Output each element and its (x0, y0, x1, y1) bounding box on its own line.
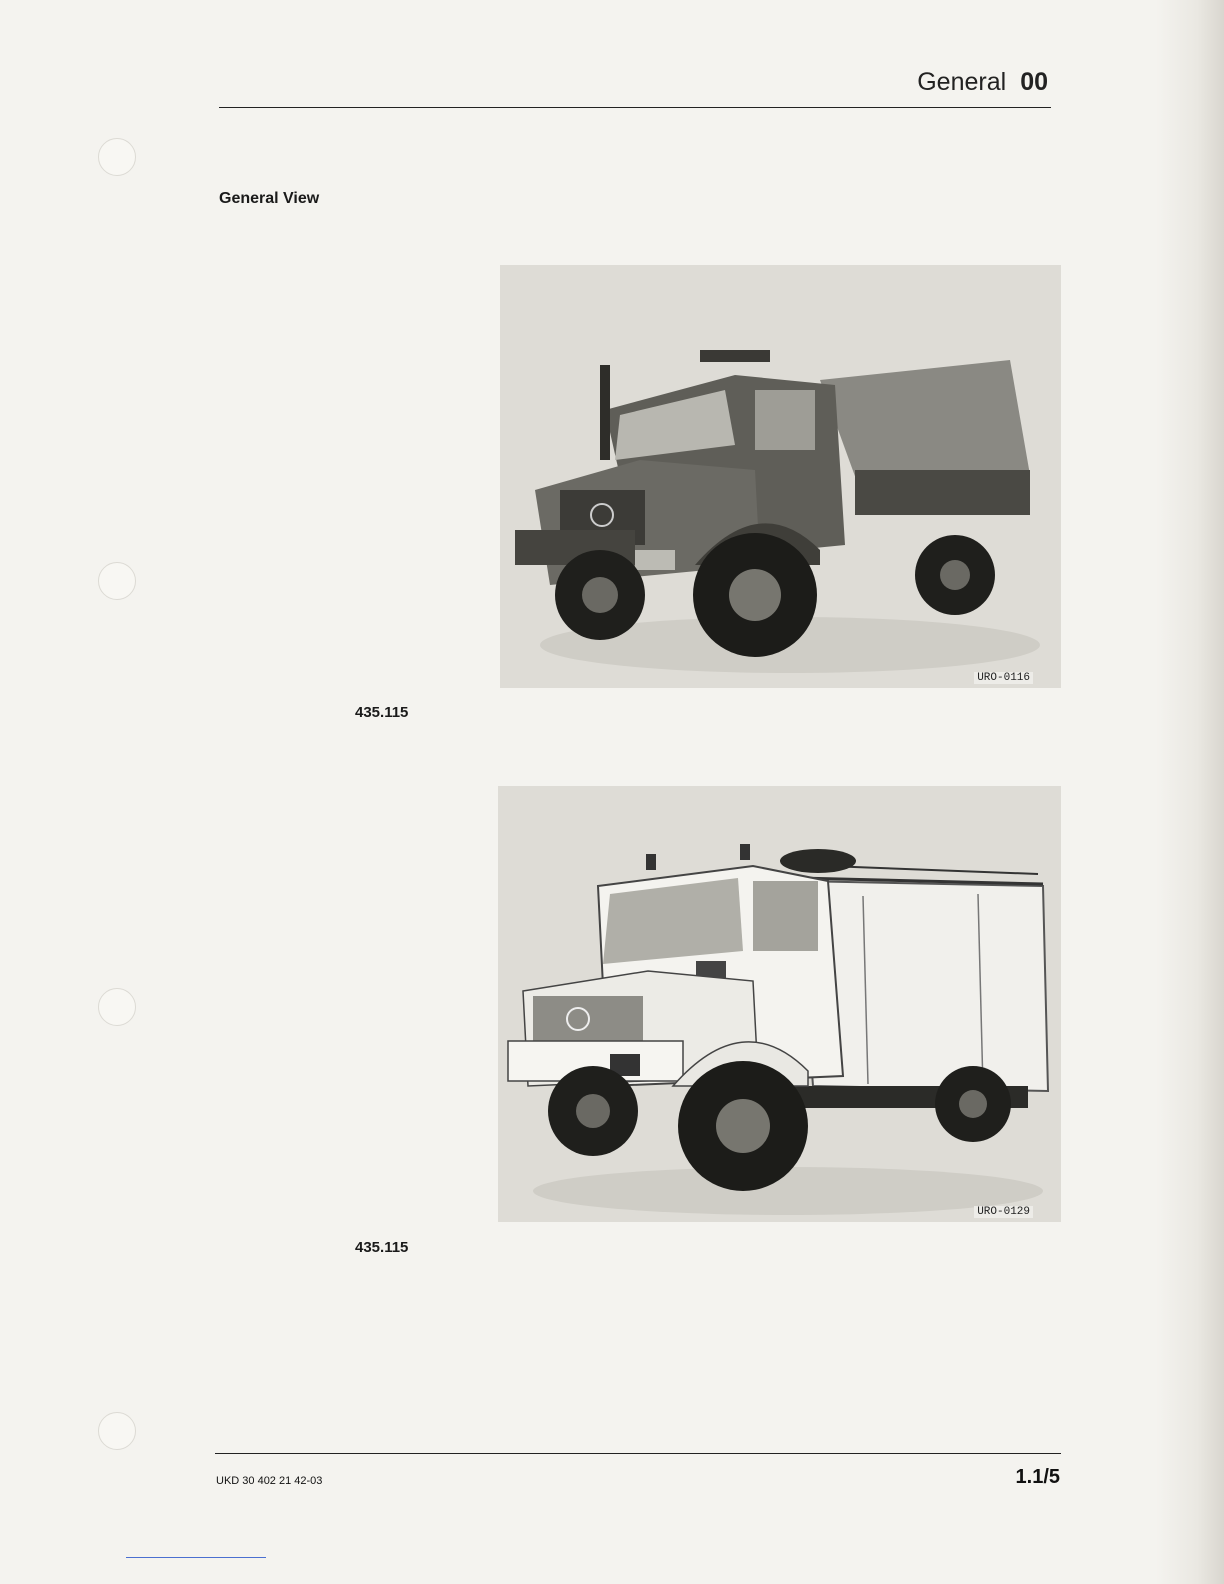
figure-photo-covered-truck (500, 265, 1061, 688)
footer-rule (215, 1453, 1061, 1454)
section-header (917, 68, 1048, 97)
figure-caption: 435.115 (355, 1239, 409, 1256)
document-code: UKD 30 402 21 42-03 (216, 1475, 323, 1487)
page-heading: General View (219, 190, 320, 207)
section-number: 00 (1020, 68, 1048, 96)
binder-hole-icon (98, 138, 136, 176)
page-number: 1.1/5 (1015, 1466, 1060, 1488)
page-edge-shadow (1156, 0, 1224, 1584)
section-label: General (917, 68, 1007, 96)
header-rule (219, 107, 1051, 108)
covered-truck-illustration (500, 265, 1061, 688)
binder-hole-icon (98, 988, 136, 1026)
binder-hole-icon (98, 562, 136, 600)
binder-hole-icon (98, 1412, 136, 1450)
photo-reference-code: URO-0116 (974, 672, 1033, 684)
fire-truck-illustration (498, 786, 1061, 1222)
scan-mark-line (126, 1557, 266, 1558)
figure-caption: 435.115 (355, 704, 409, 721)
photo-reference-code: URO-0129 (974, 1206, 1033, 1218)
figure-photo-fire-truck (498, 786, 1061, 1222)
